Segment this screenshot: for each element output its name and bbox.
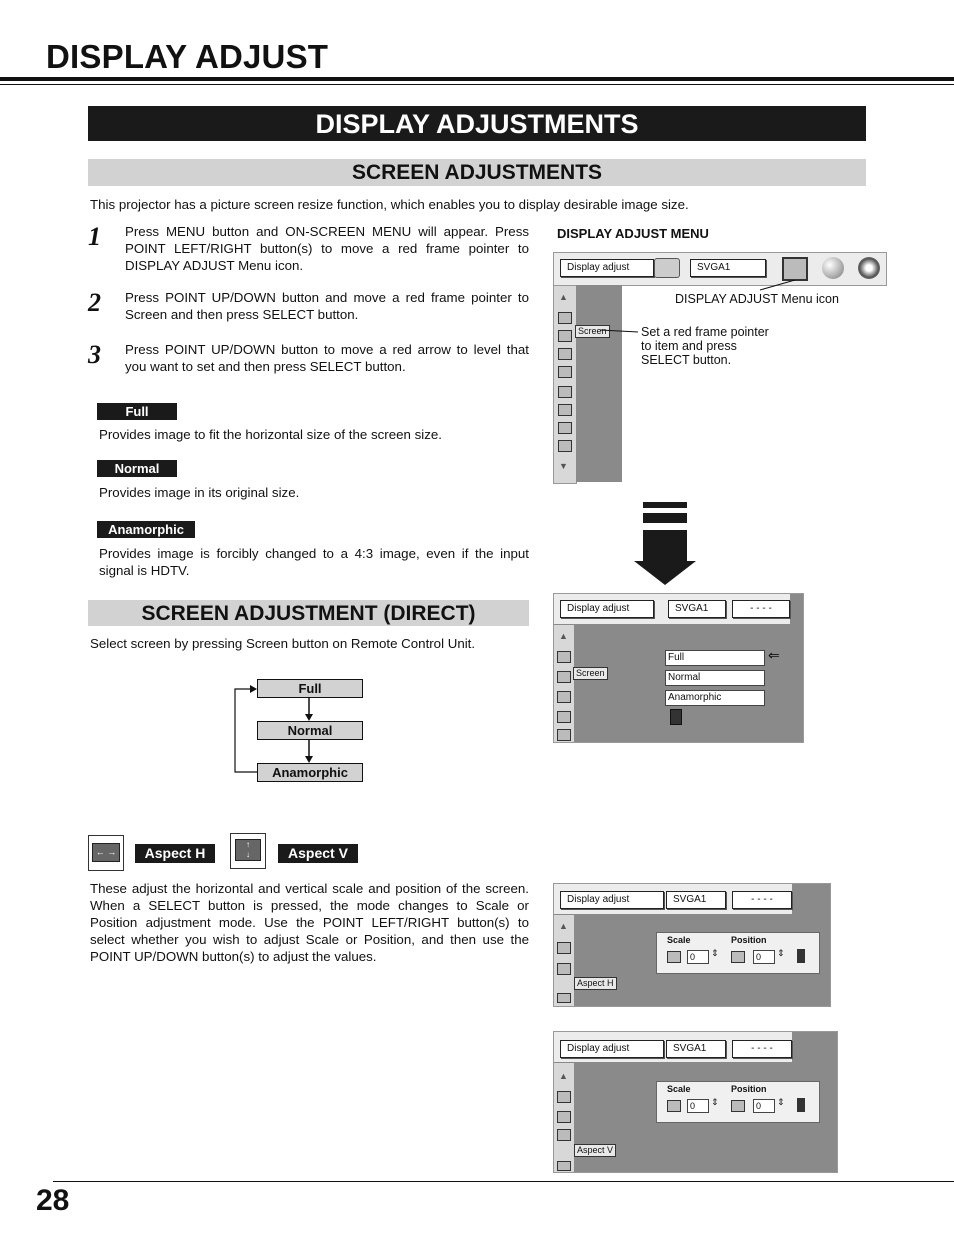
option-normal: Normal xyxy=(665,670,765,686)
menu-bar xyxy=(554,594,790,624)
reset-icon xyxy=(558,422,572,434)
display-adjust-button: Display adjust xyxy=(560,1040,664,1058)
aspect-description: These adjust the horizontal and vertical scale and position of the screen. When a SELECT button is pressed, the mode changes to Scale or Position adjustment mode. Use the POINT LEFT/RIGHT button(s) to select whether you wish to adjust Scale or Position, and then use the POINT UP/DOWN button(s) to adjust the values. xyxy=(90,881,529,964)
exit-icon xyxy=(670,709,682,725)
exit-icon xyxy=(797,949,805,963)
updown-icon: ⇕ xyxy=(777,1097,785,1107)
screen-icon xyxy=(557,1091,571,1103)
mode-label-full: Full xyxy=(97,403,177,420)
mode-desc: Provides image is forcibly changed to a 4:3 image, even if the input signal is HDTV. xyxy=(99,546,529,578)
aspect-h-icon xyxy=(557,963,571,975)
section-banner: DISPLAY ADJUSTMENTS xyxy=(88,106,866,141)
aspect-h-icon: ← → xyxy=(92,843,120,862)
mode-desc: Provides image to fit the horizontal size of the screen size. xyxy=(99,427,442,442)
screen-adjustments-heading: SCREEN ADJUSTMENTS xyxy=(88,159,866,186)
option-anamorphic: Anamorphic xyxy=(665,690,765,706)
keystone-icon xyxy=(557,1161,571,1171)
input-icon xyxy=(654,258,680,278)
step-text: Press POINT UP/DOWN button and move a red frame pointer to Screen and then press SELECT button. xyxy=(125,290,529,322)
position-label: Position xyxy=(731,935,767,945)
up-arrow-icon: ▲ xyxy=(559,292,568,302)
menu-icon-column xyxy=(553,285,577,484)
setting-icon xyxy=(858,257,880,279)
up-arrow-icon: ▲ xyxy=(559,1071,568,1081)
scale-position-panel xyxy=(656,932,820,974)
page-number: 28 xyxy=(36,1184,70,1217)
flow-arrows xyxy=(230,680,370,780)
keystone-icon xyxy=(557,711,571,723)
ceiling-icon xyxy=(558,386,572,398)
display-adjust-menu-icon xyxy=(782,257,808,281)
step-number: 1 xyxy=(88,222,101,251)
aspect-v-icon xyxy=(558,348,572,360)
pointer-arrow-icon: ⇐ xyxy=(768,647,780,663)
menu-icon-callout: DISPLAY ADJUST Menu icon xyxy=(675,292,839,306)
mode-desc: Provides image in its original size. xyxy=(99,485,300,500)
aspect-v-icon xyxy=(557,993,571,1003)
mode-label-anamorphic: Anamorphic xyxy=(97,521,195,538)
ceiling-icon xyxy=(557,729,571,741)
scale-value: 0 xyxy=(687,1099,709,1113)
screen-tag: Screen xyxy=(573,667,608,680)
up-arrow-icon: ▲ xyxy=(559,921,568,931)
updown-icon: ⇕ xyxy=(777,948,785,958)
aspect-h-icon xyxy=(557,1111,571,1123)
screen-icon xyxy=(557,651,571,663)
svga-button: SVGA1 xyxy=(666,891,726,909)
position-icon xyxy=(731,1100,745,1112)
pointer-callout: Set a red frame pointer to item and press SELECT button. xyxy=(641,325,769,367)
screen-menu-figure xyxy=(553,593,804,743)
screen-icon xyxy=(557,942,571,954)
dashes-button: - - - - xyxy=(732,1040,792,1058)
step-text: Press POINT UP/DOWN button to move a red arrow to level that you want to set and then press SELECT button. xyxy=(125,342,529,374)
down-arrow-icon: ▼ xyxy=(559,461,568,471)
aspect-v-label: Aspect V xyxy=(278,844,358,863)
scale-label: Scale xyxy=(667,1084,691,1094)
rear-icon xyxy=(558,404,572,416)
flow-normal: Normal xyxy=(257,721,363,740)
scale-position-panel xyxy=(656,1081,820,1123)
down-arrow-icon xyxy=(634,561,696,585)
aspect-h-icon xyxy=(558,330,572,342)
svga-button: SVGA1 xyxy=(666,1040,726,1058)
position-icon xyxy=(731,951,745,963)
flow-full: Full xyxy=(257,679,363,698)
step-number: 3 xyxy=(88,340,101,369)
menu-icon-column xyxy=(554,915,574,1006)
display-adjust-button: Display adjust xyxy=(560,259,654,277)
menu-bar xyxy=(554,884,792,914)
options-panel xyxy=(660,642,786,736)
arrow-shaft xyxy=(643,530,687,562)
direct-adjustment-heading: SCREEN ADJUSTMENT (DIRECT) xyxy=(88,600,529,626)
menu-icon-column xyxy=(554,625,574,742)
dashes-button: - - - - xyxy=(732,600,790,618)
aspect-h-label: Aspect H xyxy=(135,844,215,863)
step-number: 2 xyxy=(88,288,101,317)
scale-value: 0 xyxy=(687,950,709,964)
flow-anamorphic: Anamorphic xyxy=(257,763,363,782)
position-value: 0 xyxy=(753,1099,775,1113)
screen-tag: Screen xyxy=(575,325,610,338)
aspect-h-button-frame xyxy=(88,835,124,871)
aspect-v-icon xyxy=(557,691,571,703)
aspect-v-icon: ↑ ↓ xyxy=(235,839,261,861)
arrow-bar xyxy=(643,513,687,523)
keystone-icon xyxy=(558,366,572,378)
display-adjust-button: Display adjust xyxy=(560,600,654,618)
exit-icon xyxy=(797,1098,805,1112)
scale-label: Scale xyxy=(667,935,691,945)
title-rule-thin xyxy=(0,84,954,85)
direct-intro: Select screen by pressing Screen button on Remote Control Unit. xyxy=(90,636,476,651)
arrow-bar xyxy=(643,502,687,508)
aspect-v-menu-figure xyxy=(553,1031,838,1173)
menu-figure-title: DISPLAY ADJUST MENU xyxy=(557,226,709,241)
step-text: Press MENU button and ON-SCREEN MENU will appear. Press POINT LEFT/RIGHT button(s) to move a red frame pointer to DISPLAY ADJUST Menu icon. xyxy=(125,224,529,273)
aspect-v-icon xyxy=(557,1129,571,1141)
svga-button: SVGA1 xyxy=(668,600,726,618)
svga-button: SVGA1 xyxy=(690,259,766,277)
page-title: DISPLAY ADJUST xyxy=(46,38,329,75)
position-label: Position xyxy=(731,1084,767,1094)
title-rule xyxy=(0,77,954,81)
position-value: 0 xyxy=(753,950,775,964)
updown-icon: ⇕ xyxy=(711,948,719,958)
up-arrow-icon: ▲ xyxy=(559,631,568,641)
updown-icon: ⇕ xyxy=(711,1097,719,1107)
intro-text: This projector has a picture screen resize function, which enables you to display desirable image size. xyxy=(90,197,689,212)
aspect-h-icon xyxy=(557,671,571,683)
image-adjust-icon xyxy=(822,257,844,279)
footer-rule xyxy=(53,1181,954,1182)
screen-icon xyxy=(558,312,572,324)
aspect-h-menu-figure xyxy=(553,883,831,1007)
scale-icon xyxy=(667,1100,681,1112)
option-full: Full xyxy=(665,650,765,666)
menu-bar xyxy=(554,1032,792,1062)
scale-icon xyxy=(667,951,681,963)
display-adjust-button: Display adjust xyxy=(560,891,664,909)
mode-label-normal: Normal xyxy=(97,460,177,477)
aspect-v-tag: Aspect V xyxy=(574,1144,616,1157)
aspect-v-button-frame xyxy=(230,833,266,869)
menu-icon-column xyxy=(554,1063,574,1172)
store-icon xyxy=(558,440,572,452)
aspect-h-tag: Aspect H xyxy=(574,977,617,990)
dashes-button: - - - - xyxy=(732,891,792,909)
